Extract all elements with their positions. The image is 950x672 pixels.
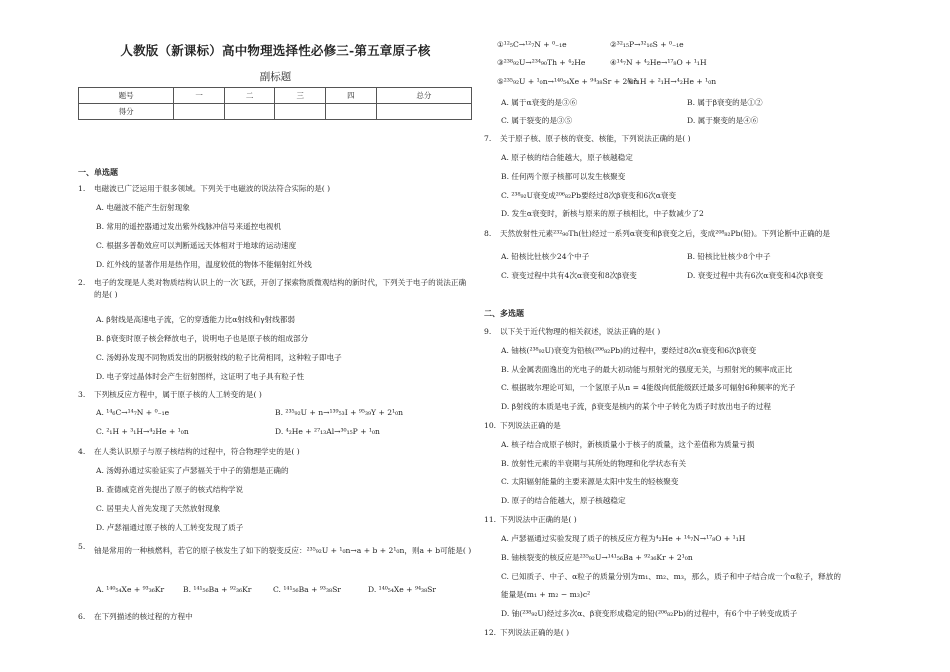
option-a: A. 汤姆孙通过实验证实了卢瑟福关于中子的猜想是正确的	[96, 466, 289, 475]
option-b: B. 查德威克首先提出了原子的核式结构学说	[96, 485, 244, 494]
question-number: 12.	[484, 628, 497, 637]
question-text: 下列说法正确的是	[500, 421, 561, 430]
option-b: B. 常用的遥控器通过发出紫外线脉冲信号来遥控电视机	[96, 222, 282, 231]
option-b: B. 放射性元素的半衰期与其所处的物理和化学状态有关	[501, 459, 687, 468]
question-number: 4.	[78, 447, 86, 456]
option-c: C. 汤姆孙发现不同物质发出的阴极射线的粒子比荷相同，这种粒子即电子	[96, 353, 342, 362]
question-text: 下列说法正确的是( )	[500, 628, 570, 637]
equation-5: ⑤²³⁵₉₂U + ¹₀n→¹⁴⁰₅₄Xe + ⁹⁴₃₈Sr + 2¹₀n	[497, 77, 639, 86]
option-b: B. 任何两个原子核都可以发生核聚变	[501, 172, 626, 181]
page-title: 人教版（新课标）高中物理选择性必修三-第五章原子核	[120, 43, 431, 58]
option-c: C. ¹⁴¹₅₆Ba + ⁹³₃₈Sr	[273, 585, 341, 594]
option-d: D. 发生α衰变时，新核与原来的原子核相比，中子数减少了2	[501, 209, 704, 218]
score-table-header-row	[79, 88, 472, 104]
option-d: D. 电子穿过晶体时会产生衍射图样，这证明了电子具有粒子性	[96, 372, 305, 381]
option-c: C. ²³⁸₉₂U衰变成²⁰⁶₈₂Pb要经过8次β衰变和6次α衰变	[501, 191, 677, 200]
option-b: B. ²³⁵₉₂U + n→¹³⁹₅₃I + ⁹⁵₃₉Y + 2¹₀n	[275, 408, 404, 417]
score-cell	[224, 104, 275, 120]
question-text: 铀是常用的一种核燃料，若它的原子核发生了如下的裂变反应：²³⁵₉₂U + ¹₀n→a + b + 2¹₀n，则a + b可能是( )	[94, 546, 472, 555]
option-c: C. 根据玻尔理论可知，一个氢原子从n = 4能级向低能级跃迁最多可辐射6种频率的光子	[501, 383, 796, 392]
question-number: 1.	[78, 184, 86, 193]
option-b: B. 从金属表面逸出的光电子的最大初动能与照射光的强度无关，与照射光的频率成正比	[501, 365, 793, 374]
question-text: 下列说法中正确的是( )	[500, 515, 577, 524]
question-text: 在人类认识原子与原子核结构的过程中，符合物理学史的是( )	[94, 447, 300, 456]
question-number: 9.	[484, 327, 492, 336]
question-number: 7.	[484, 134, 492, 143]
option-a: A. 核子结合成原子核时，新核质量小于核子的质量，这个差值称为质量亏损	[501, 440, 755, 449]
score-cell	[326, 104, 377, 120]
option-a: A. 铀核(²³⁸₉₂U)衰变为铅核(²⁰⁶₈₂Pb)的过程中，要经过8次α衰变和6次β衰变	[501, 346, 757, 355]
score-row-label: 得分	[79, 104, 174, 120]
option-b: B. β衰变时原子核会释放电子，说明电子也是原子核的组成部分	[96, 334, 309, 343]
option-c: C. 属于裂变的是③⑤	[501, 116, 573, 125]
option-a: A. 原子核的结合能越大，原子核越稳定	[501, 153, 633, 162]
option-d: D. ⁴₂He + ²⁷₁₃Al→³⁰₁₅P + ¹₀n	[275, 427, 380, 436]
option-a: A. 属于α衰变的是③⑥	[501, 98, 578, 107]
question-text: 关于原子核、原子核的衰变、核能，下列说法正确的是( )	[500, 134, 691, 143]
option-d: D. 属于聚变的是④⑥	[687, 116, 759, 125]
question-text: 下列核反应方程中，属于原子核的人工转变的是( )	[94, 390, 262, 399]
score-cell	[275, 104, 326, 120]
option-c-continued: 能量是(m₁ + m₂ − m₃)c²	[501, 590, 591, 599]
option-d: D. 原子的结合能越大，原子核越稳定	[501, 496, 626, 505]
equation-2: ②³²₁₅P→³²₁₆S + ⁰₋₁e	[610, 40, 684, 49]
option-c: C. 衰变过程中共有4次α衰变和8次β衰变	[501, 271, 637, 280]
option-a: A. 铅核比钍核少24个中子	[501, 252, 590, 261]
question-text: 在下列描述的核过程的方程中	[94, 612, 193, 621]
question-number: 11.	[484, 515, 497, 524]
question-number: 8.	[484, 229, 492, 238]
equation-4: ④¹⁴₇N + ⁴₂He→¹⁷₈O + ¹₁H	[610, 58, 707, 67]
option-b: B. 铀核裂变的核反应是²³⁵₉₂U→¹⁴¹₅₆Ba + ⁹²₃₆Kr + 2¹₀n	[501, 553, 693, 562]
option-a: A. β射线是高速电子流，它的穿透能力比α射线和γ射线都弱	[96, 315, 296, 324]
option-a: A. 卢瑟福通过实验发现了质子的核反应方程为⁴₂He + ¹⁴₇N→¹⁷₈O + ¹₁H	[501, 534, 746, 543]
score-header-cell: 三	[275, 88, 326, 104]
question-text: 天然放射性元素²³²₉₀Th(钍)经过一系列α衰变和β衰变之后，变成²⁰⁸₈₂Pb(铅)。下列论断中正确的是	[500, 229, 830, 238]
question-number: 6.	[78, 612, 86, 621]
question-number: 3.	[78, 390, 86, 399]
score-cell	[174, 104, 225, 120]
equation-3: ③²³⁸₉₂U→²³⁴₉₀Th + ⁴₂He	[497, 58, 586, 67]
question-text: 电磁波已广泛运用于很多领域。下列关于电磁波的说法符合实际的是( )	[94, 184, 331, 193]
equation-6: ⑥³₁H + ²₁H→⁴₂He + ¹₀n	[627, 77, 717, 86]
score-header-cell: 四	[326, 88, 377, 104]
question-text: 电子的发现是人类对物质结构认识上的一次飞跃，开创了探索物质微观结构的新时代，下列关于电子的说法正确的是( )	[94, 278, 467, 299]
section-heading-multi: 二、多选题	[484, 308, 524, 318]
option-a: A. ¹⁴⁰₅₄Xe + ⁹³₃₆Kr	[96, 585, 165, 594]
option-b: B. 属于β衰变的是①②	[687, 98, 763, 107]
option-c: C. 居里夫人首先发现了天然放射现象	[96, 504, 221, 513]
option-c: C. 根据多普勒效应可以判断遥远天体相对于地球的运动速度	[96, 241, 297, 250]
option-d: D. 卢瑟福通过原子核的人工转变发现了质子	[96, 523, 244, 532]
option-d: D. 铀(²³⁸₉₂U)经过多次α、β衰变形成稳定的铅(²⁰⁶₈₂Pb)的过程中，有6个中子转变成质子	[501, 609, 798, 618]
score-table	[78, 87, 472, 120]
option-a: A. ¹⁴₆C→¹⁴₇N + ⁰₋₁e	[96, 408, 170, 417]
question-number: 10.	[484, 421, 497, 430]
score-cell	[376, 104, 471, 120]
score-header-cell: 二	[224, 88, 275, 104]
question-number: 2.	[78, 278, 86, 287]
option-d: D. ¹⁴⁰₅₄Xe + ⁹⁴₃₈Sr	[368, 585, 436, 594]
option-d: D. 衰变过程中共有6次α衰变和4次β衰变	[687, 271, 824, 280]
section-heading-single: 一、单选题	[78, 167, 118, 177]
option-c: C. ²₁H + ³₁H→⁴₂He + ¹₀n	[96, 427, 189, 436]
question-text: 以下关于近代物理的相关叙述，说法正确的是( )	[500, 327, 661, 336]
option-b: B. ¹⁴¹₅₆Ba + ⁹²₃₆Kr	[183, 585, 252, 594]
score-header-cell: 总分	[376, 88, 471, 104]
option-c: C. 已知质子、中子、α粒子的质量分别为m₁、m₂、m₃，那么，质子和中子结合成一个α粒子，释放的	[501, 572, 841, 581]
score-header-cell: 一	[174, 88, 225, 104]
option-d: D. β射线的本质是电子流，β衰变是核内的某个中子转化为质子时放出电子的过程	[501, 402, 772, 411]
equation-1: ①¹²₅C→¹²₇N + ⁰₋₁e	[497, 40, 567, 49]
option-a: A. 电磁波不能产生衍射现象	[96, 203, 190, 212]
option-d: D. 红外线的显著作用是热作用，温度较低的物体不能辐射红外线	[96, 260, 312, 269]
question-number: 5.	[78, 542, 86, 551]
score-header-cell: 题号	[79, 88, 174, 104]
option-b: B. 铅核比钍核少8个中子	[687, 252, 771, 261]
score-table-score-row	[79, 104, 472, 120]
option-c: C. 太阳辐射能量的主要来源是太阳中发生的轻核聚变	[501, 477, 679, 486]
page-subtitle: 副标题	[259, 71, 292, 83]
